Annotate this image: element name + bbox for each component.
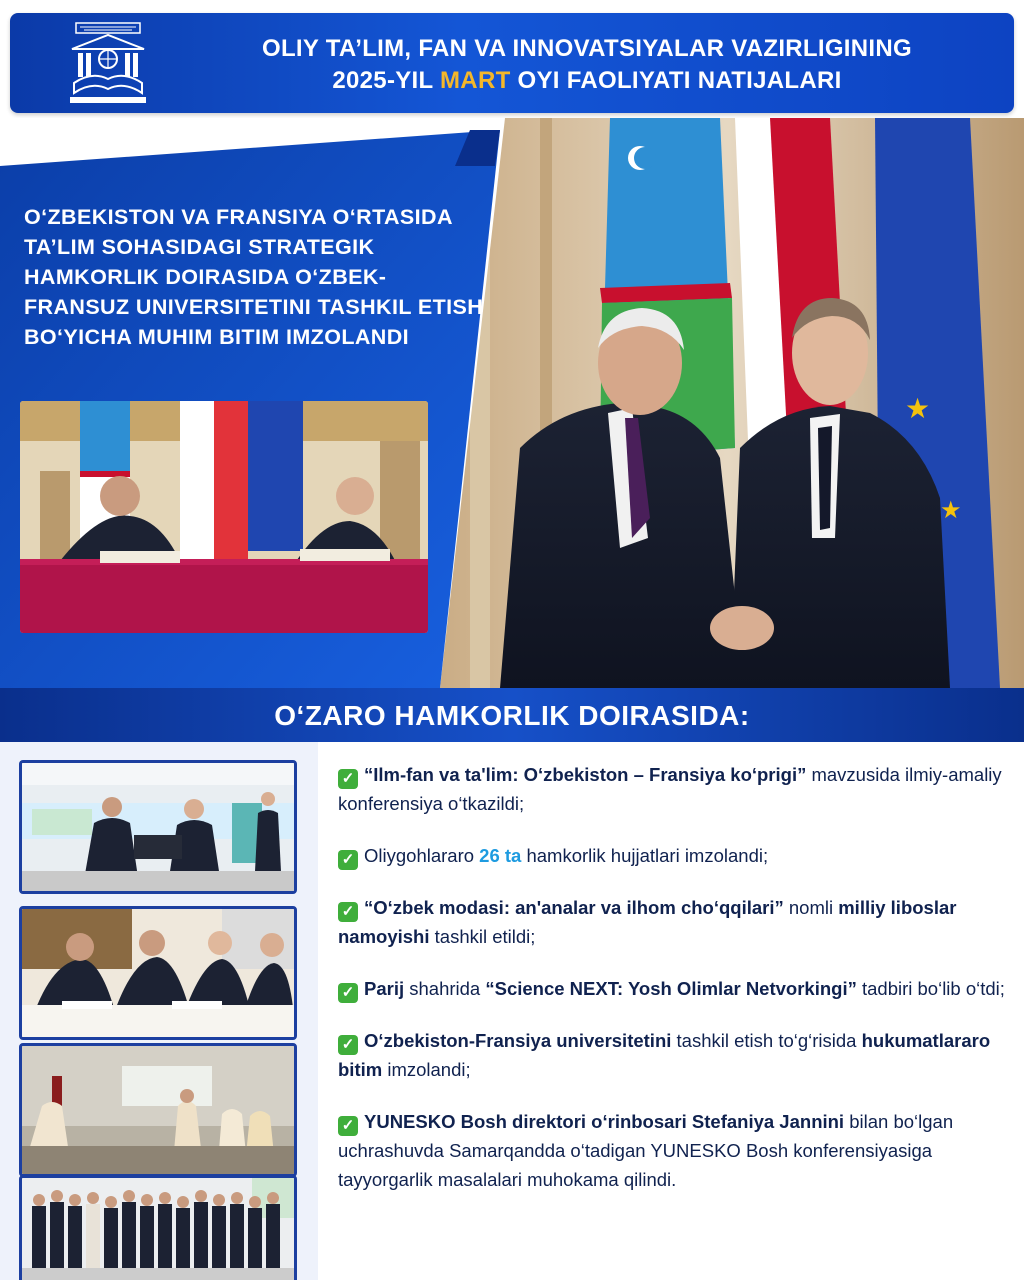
item-text: mavzusida ilmiy-amaliy konferensiya o‘tkazildi;	[338, 764, 1002, 814]
header-title	[170, 33, 1004, 97]
list-item	[338, 841, 1010, 870]
item-bold-text: “O‘zbek modasi: an'analar va ilhom cho‘qqilari”	[364, 897, 784, 918]
documents-signing-photo	[19, 906, 297, 1040]
header-title-rest: OYI FAOLIYATI NATIJALARI	[517, 67, 842, 94]
item-text: tashkil etildi;	[429, 926, 536, 947]
item-text: nomli	[783, 897, 839, 918]
check-mark-icon: ✓	[338, 1116, 358, 1136]
list-item	[338, 974, 1010, 1003]
item-bold-text: YUNESKO Bosh direktori o‘rinbosari Stefaniya Jannini	[364, 1111, 845, 1132]
list-item	[338, 760, 1010, 818]
check-mark-icon: ✓	[338, 769, 358, 789]
item-bold-text: “Ilm-fan va ta'lim: O‘zbekiston – Fransiya ko‘prigi”	[364, 764, 807, 785]
check-mark-icon: ✓	[338, 983, 358, 1003]
photo-column	[0, 742, 318, 1280]
list-item	[338, 893, 1010, 951]
svg-text:★: ★	[905, 392, 931, 425]
header-year: 2025-YIL	[332, 67, 434, 94]
item-text: tashkil etish to‘g‘risida	[671, 1030, 862, 1051]
item-bold-text: Parij	[364, 978, 405, 999]
section-title: O‘ZARO HAMKORLIK DOIRASIDA:	[274, 700, 750, 731]
cooperation-section	[0, 742, 1024, 1280]
item-bold-text: hukumatlararo bitim	[338, 1030, 991, 1080]
hero-section	[0, 118, 1024, 688]
item-text: hamkorlik hujjatlari imzolandi;	[521, 845, 769, 866]
list-item	[338, 1107, 1010, 1194]
check-mark-icon: ✓	[338, 850, 358, 870]
header-title-line1: OLIY TA’LIM, FAN VA INNOVATSIYALAR VAZIRLIGINING	[262, 35, 912, 62]
header-banner	[10, 13, 1014, 113]
ministry-logo-icon	[62, 19, 154, 107]
item-text: tadbiri bo‘lib o‘tdi;	[856, 978, 1005, 999]
item-bold-text: O‘zbekiston-Fransiya universitetini	[364, 1030, 672, 1051]
conference-photo	[19, 760, 297, 894]
hero-headline: O‘ZBEKISTON VA FRANSIYA O‘RTASIDA TA’LIM SOHASIDAGI STRATEGIK HAMKORLIK DOIRASIDA O‘ZBEK-FRANSUZ UNIVERSITETINI TASHKIL ETISH BO‘YICHA MUHIM BITIM IMZOLANDI	[24, 205, 484, 349]
header-month: MART	[440, 67, 511, 94]
item-bold-text: milliy liboslar namoyishi	[338, 897, 957, 947]
check-mark-icon: ✓	[338, 1035, 358, 1055]
science-next-group-photo	[19, 1175, 297, 1280]
fashion-show-photo	[19, 1043, 297, 1177]
item-text: imzolandi;	[382, 1059, 471, 1080]
cooperation-list	[338, 760, 1010, 1217]
item-text: bilan bo‘lgan uchrashuvda Samarqandda o‘tadigan YUNESKO Bosh konferensiyasiga tayyorgarlik masalalari muhokama qilindi.	[338, 1111, 954, 1190]
item-bold-text: “Science NEXT: Yosh Olimlar Netvorkingi”	[485, 978, 857, 999]
item-highlight-number: 26 ta	[479, 845, 522, 866]
list-item	[338, 1026, 1010, 1084]
agreement-signing-photo	[20, 401, 428, 633]
svg-text:★: ★	[940, 496, 962, 524]
item-text: shahrida	[404, 978, 486, 999]
header-title-line2	[170, 65, 1004, 97]
check-mark-icon: ✓	[338, 902, 358, 922]
section-title-bar	[0, 688, 1024, 742]
item-text: Oliygohlararo	[364, 845, 480, 866]
